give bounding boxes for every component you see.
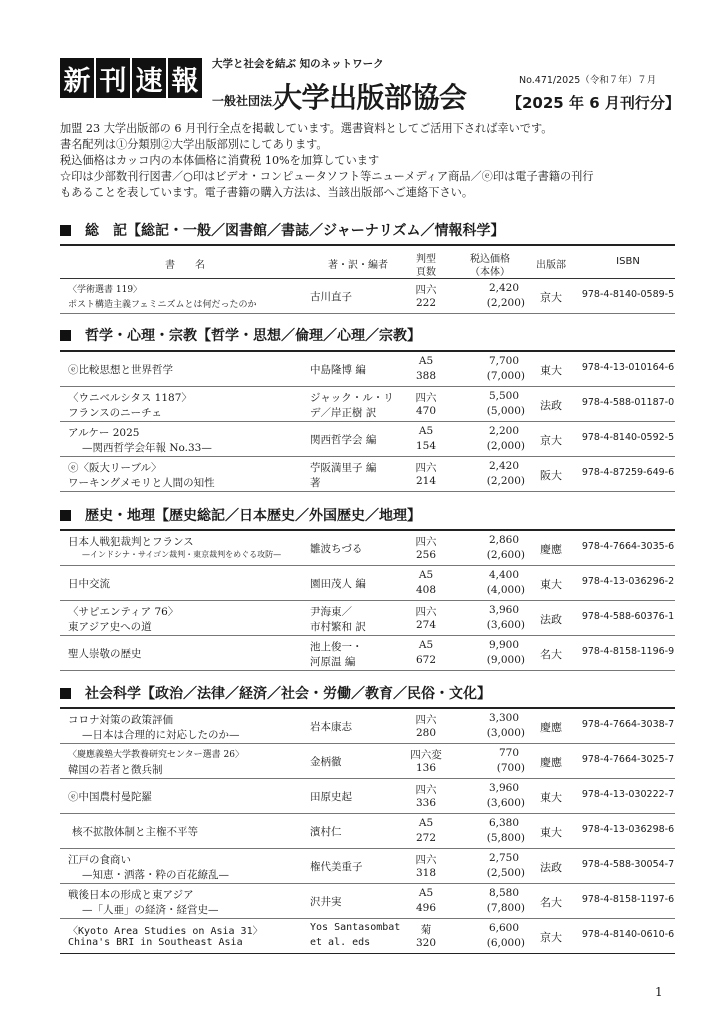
issue-period: 【2025 年 6 月刊行分】	[507, 94, 680, 112]
book-title: コロナ対策の政策評価	[68, 714, 173, 726]
book-row	[60, 919, 675, 954]
square-bullet-icon	[60, 510, 71, 521]
section-heading: 哲学・心理・宗教【哲学・思想／倫理／心理／宗教】	[60, 325, 675, 345]
tagline: 大学と社会を結ぶ 知のネットワーク	[212, 58, 384, 70]
book-base-price: (2,600)	[486, 549, 525, 561]
book-author: ジャック・ル・リ	[310, 392, 394, 404]
book-pages: 214	[415, 475, 437, 487]
book-price: 5,500	[488, 390, 519, 402]
book-title: 聖人崇敬の歴史	[68, 648, 142, 660]
book-pages: 336	[415, 797, 437, 809]
book-title: ワーキングメモリと人間の知性	[68, 477, 215, 489]
book-subtitle: —関西哲学会年報 No.33—	[82, 442, 212, 454]
book-pages: 222	[415, 297, 437, 309]
book-isbn: 978-4-13-036296-2	[581, 576, 675, 587]
book-row	[60, 531, 675, 566]
book-pages: 280	[415, 727, 437, 739]
book-isbn: 978-4-13-010164-6	[581, 362, 675, 373]
book-base-price: (7,800)	[486, 902, 525, 914]
book-pages: 470	[415, 405, 437, 417]
title-char: 刊	[96, 58, 130, 98]
book-format: A5	[418, 817, 434, 829]
book-row	[60, 279, 675, 314]
book-isbn: 978-4-8158-1196-9	[581, 646, 675, 657]
book-author: 濱村仁	[310, 826, 342, 838]
book-price: 7,700	[488, 355, 519, 367]
book-publisher: 京大	[540, 434, 562, 447]
intro-line: 加盟 23 大学出版部の 6 月刊行全点を掲載しています。選書資料としてご活用下されば幸いです。	[60, 122, 553, 135]
book-title-series: 〈ウニベルシタス 1187〉	[68, 392, 192, 404]
book-base-price: (2,200)	[486, 475, 525, 487]
title-char: 速	[132, 58, 166, 98]
org-name: 大学出版部協会	[274, 81, 467, 114]
book-price: 2,860	[488, 534, 519, 546]
book-pages: 388	[415, 370, 437, 382]
book-row	[60, 422, 675, 457]
book-row	[60, 457, 675, 492]
book-author: 関西哲学会 編	[310, 434, 377, 446]
book-base-price: (3,600)	[486, 797, 525, 809]
book-price: 6,380	[488, 817, 519, 829]
col-pages: 頁数	[416, 267, 436, 278]
book-author: 著	[310, 477, 321, 489]
book-price: 2,420	[488, 460, 519, 472]
book-price: 2,200	[488, 425, 519, 437]
book-pages: 408	[415, 584, 437, 596]
book-title-series: 〈学術選書 119〉	[68, 285, 143, 295]
book-pages: 318	[415, 867, 437, 879]
book-format: A5	[418, 355, 434, 367]
col-isbn: ISBN	[616, 256, 640, 267]
book-isbn: 978-4-8158-1197-6	[581, 894, 675, 905]
book-title: アルケー 2025	[68, 427, 140, 439]
book-title: ポスト構造主義フェミニズムとは何だったのか	[68, 300, 257, 310]
book-publisher: 東大	[540, 791, 562, 804]
book-price: 2,750	[488, 852, 519, 864]
square-bullet-icon	[60, 330, 71, 341]
book-author: 市村繁和 訳	[310, 621, 366, 633]
section-heading: 総 記【総記・一般／図書館／書誌／ジャーナリズム／情報科学】	[60, 220, 675, 240]
book-author: 田原史起	[310, 791, 352, 803]
book-author: 古川直子	[310, 291, 352, 303]
book-base-price: (6,000)	[486, 937, 525, 949]
book-base-price: (3,000)	[486, 727, 525, 739]
book-pages: 672	[415, 654, 437, 666]
book-price: 2,420	[488, 282, 519, 294]
col-price: 税込価格	[470, 254, 510, 265]
masthead-title	[60, 58, 204, 98]
book-title: 東アジア史への道	[68, 621, 152, 633]
intro-line: ☆印は少部数刊行図書／○印はビデオ・コンピュータソフト等ニューメディア商品／ⓔ印は電子書籍の刊行	[60, 170, 594, 183]
intro-line: 書名配列は①分類別②大学出版部別にしてあります。	[60, 138, 328, 151]
book-row	[60, 779, 675, 814]
book-row	[60, 387, 675, 422]
book-author: 河原温 編	[310, 656, 356, 668]
book-format: 四六	[415, 392, 437, 404]
col-title: 書 名	[165, 260, 205, 271]
book-row	[60, 884, 675, 919]
book-price: 9,900	[488, 639, 519, 651]
book-author: 園田茂人 編	[310, 578, 366, 590]
book-publisher: 名大	[540, 896, 562, 909]
book-author: 中島隆博 編	[310, 364, 366, 376]
book-isbn: 978-4-7664-3038-7	[581, 719, 675, 730]
column-header-row	[60, 248, 675, 279]
book-base-price: (5,000)	[486, 405, 525, 417]
book-isbn: 978-4-87259-649-6	[581, 467, 675, 478]
book-isbn: 978-4-588-30054-7	[581, 859, 675, 870]
masthead	[60, 56, 680, 116]
book-format: 四六	[415, 606, 437, 618]
book-row	[60, 744, 675, 779]
book-title: ⓔ比較思想と世界哲学	[68, 364, 173, 376]
book-title: ⓔ中国農村曼陀羅	[68, 791, 152, 803]
issue-number: No.471/2025（令和７年）７月	[519, 75, 657, 86]
book-pages: 256	[415, 549, 437, 561]
intro-line: もあることを表しています。電子書籍の購入方法は、当該出版部へご連絡下さい。	[60, 186, 474, 199]
book-publisher: 京大	[540, 291, 562, 304]
book-title: China's BRI in Southeast Asia	[68, 937, 243, 948]
book-isbn: 978-4-7664-3025-7	[581, 754, 675, 765]
book-publisher: 慶應	[540, 756, 562, 769]
book-title: 韓国の若者と徴兵制	[68, 764, 163, 776]
book-author: 尹海東／	[310, 606, 352, 618]
book-row	[60, 566, 675, 601]
intro-text	[60, 121, 670, 201]
book-price: 770	[498, 747, 519, 759]
book-format: 菊	[420, 924, 432, 936]
book-publisher: 名大	[540, 648, 562, 661]
book-author: 沢井実	[310, 896, 342, 908]
book-row	[60, 636, 675, 671]
book-base-price: (3,600)	[486, 619, 525, 631]
book-format: 四六	[415, 284, 437, 296]
title-char: 新	[60, 58, 94, 98]
book-author: 岩本康志	[310, 721, 352, 733]
intro-line: 税込価格はカッコ内の本体価格に消費税 10%を加算しています	[60, 154, 380, 167]
book-publisher: 京大	[540, 931, 562, 944]
book-row	[60, 352, 675, 387]
book-title: 戦後日本の形成と東アジア	[68, 889, 194, 901]
book-format: A5	[418, 887, 434, 899]
col-format: 判型	[416, 254, 436, 265]
book-price: 3,300	[488, 712, 519, 724]
book-title: 核不拡散体制と主権不平等	[72, 826, 198, 838]
book-subtitle: —日本は合理的に対応したのか—	[82, 729, 240, 741]
book-base-price: (4,000)	[486, 584, 525, 596]
book-title: 日中交流	[68, 578, 110, 590]
book-pages: 154	[415, 440, 437, 452]
book-author: 金柄徹	[310, 756, 342, 768]
book-format: 四六変	[410, 749, 442, 761]
book-isbn: 978-4-13-036298-6	[581, 824, 675, 835]
book-price: 6,600	[488, 922, 519, 934]
book-publisher: 法政	[540, 861, 562, 874]
book-price: 3,960	[488, 782, 519, 794]
book-author: et al. eds	[310, 937, 371, 948]
square-bullet-icon	[60, 688, 71, 699]
col-base-price: （本体）	[470, 267, 510, 278]
page-number: 1	[655, 985, 663, 999]
book-isbn: 978-4-8140-0592-5	[581, 432, 675, 443]
book-base-price: (7,000)	[486, 370, 525, 382]
book-row	[60, 814, 675, 849]
book-base-price: (2,200)	[486, 297, 525, 309]
book-pages: 496	[415, 902, 437, 914]
book-isbn: 978-4-588-01187-0	[581, 397, 675, 408]
book-publisher: 法政	[540, 613, 562, 626]
book-row	[60, 601, 675, 636]
book-price: 3,960	[488, 604, 519, 616]
book-price: 4,400	[488, 569, 519, 581]
book-format: 四六	[415, 462, 437, 474]
book-pages: 274	[415, 619, 437, 631]
book-isbn: 978-4-588-60376-1	[581, 611, 675, 622]
square-bullet-icon	[60, 225, 71, 236]
book-author: デ／岸正樹 訳	[310, 407, 377, 419]
col-publisher: 出版部	[536, 260, 566, 271]
book-format: A5	[418, 425, 434, 437]
book-author: 池上俊一・	[310, 641, 363, 653]
book-format: 四六	[415, 536, 437, 548]
book-title: フランスのニーチェ	[68, 407, 162, 419]
book-format: A5	[418, 569, 434, 581]
section-heading: 社会科学【政治／法律／経済／社会・労働／教育／民俗・文化】	[60, 683, 675, 703]
book-author: 苧阪満里子 編	[310, 462, 377, 474]
book-isbn: 978-4-13-030222-7	[581, 789, 675, 800]
book-format: 四六	[415, 784, 437, 796]
book-title: 江戸の食商い	[68, 854, 131, 866]
book-format: 四六	[415, 714, 437, 726]
book-isbn: 978-4-7664-3035-6	[581, 541, 675, 552]
book-subtitle: —「人亜」の経済・経営史—	[82, 904, 219, 916]
book-row	[60, 709, 675, 744]
col-author: 著・訳・編者	[328, 260, 388, 271]
book-author: Yos Santasombat	[310, 922, 401, 933]
book-publisher: 東大	[540, 578, 562, 591]
book-title-series: 〈慶應義塾大学教養研究センター選書 26〉	[68, 750, 244, 760]
book-author: 権代美重子	[310, 861, 363, 873]
org-prefix: 一般社団法人	[212, 94, 285, 108]
book-format: 四六	[415, 854, 437, 866]
book-pages: 272	[415, 832, 437, 844]
section-rule	[60, 244, 675, 246]
title-char: 報	[168, 58, 202, 98]
book-base-price: (700)	[496, 762, 525, 774]
book-isbn: 978-4-8140-0589-5	[581, 289, 675, 300]
book-publisher: 阪大	[540, 469, 562, 482]
book-isbn: 978-4-8140-0610-6	[581, 929, 675, 940]
book-title: 日本人戦犯裁判とフランス	[68, 536, 194, 548]
book-publisher: 法政	[540, 399, 562, 412]
book-publisher: 東大	[540, 826, 562, 839]
book-publisher: 慶應	[540, 721, 562, 734]
book-title-series: 〈Kyoto Area Studies on Asia 31〉	[68, 926, 263, 937]
book-pages: 136	[415, 762, 437, 774]
book-base-price: (2,000)	[486, 440, 525, 452]
book-base-price: (2,500)	[486, 867, 525, 879]
book-pages: 320	[415, 937, 437, 949]
book-base-price: (5,800)	[486, 832, 525, 844]
book-row	[60, 849, 675, 884]
book-author: 雛波ちづる	[310, 543, 363, 555]
book-subtitle: —インドシナ・サイゴン裁判・東京裁判をめぐる攻防—	[82, 550, 282, 559]
book-title-series: 〈サピエンティア 76〉	[68, 606, 179, 618]
book-publisher: 慶應	[540, 543, 562, 556]
book-price: 8,580	[488, 887, 519, 899]
book-format: A5	[418, 639, 434, 651]
book-title-series: ⓔ〈阪大リーブル〉	[68, 462, 162, 474]
book-subtitle: —知恵・洒落・粋の百花繚乱—	[82, 869, 229, 881]
section-heading: 歴史・地理【歴史総記／日本歴史／外国歴史／地理】	[60, 505, 675, 525]
book-base-price: (9,000)	[486, 654, 525, 666]
book-publisher: 東大	[540, 364, 562, 377]
